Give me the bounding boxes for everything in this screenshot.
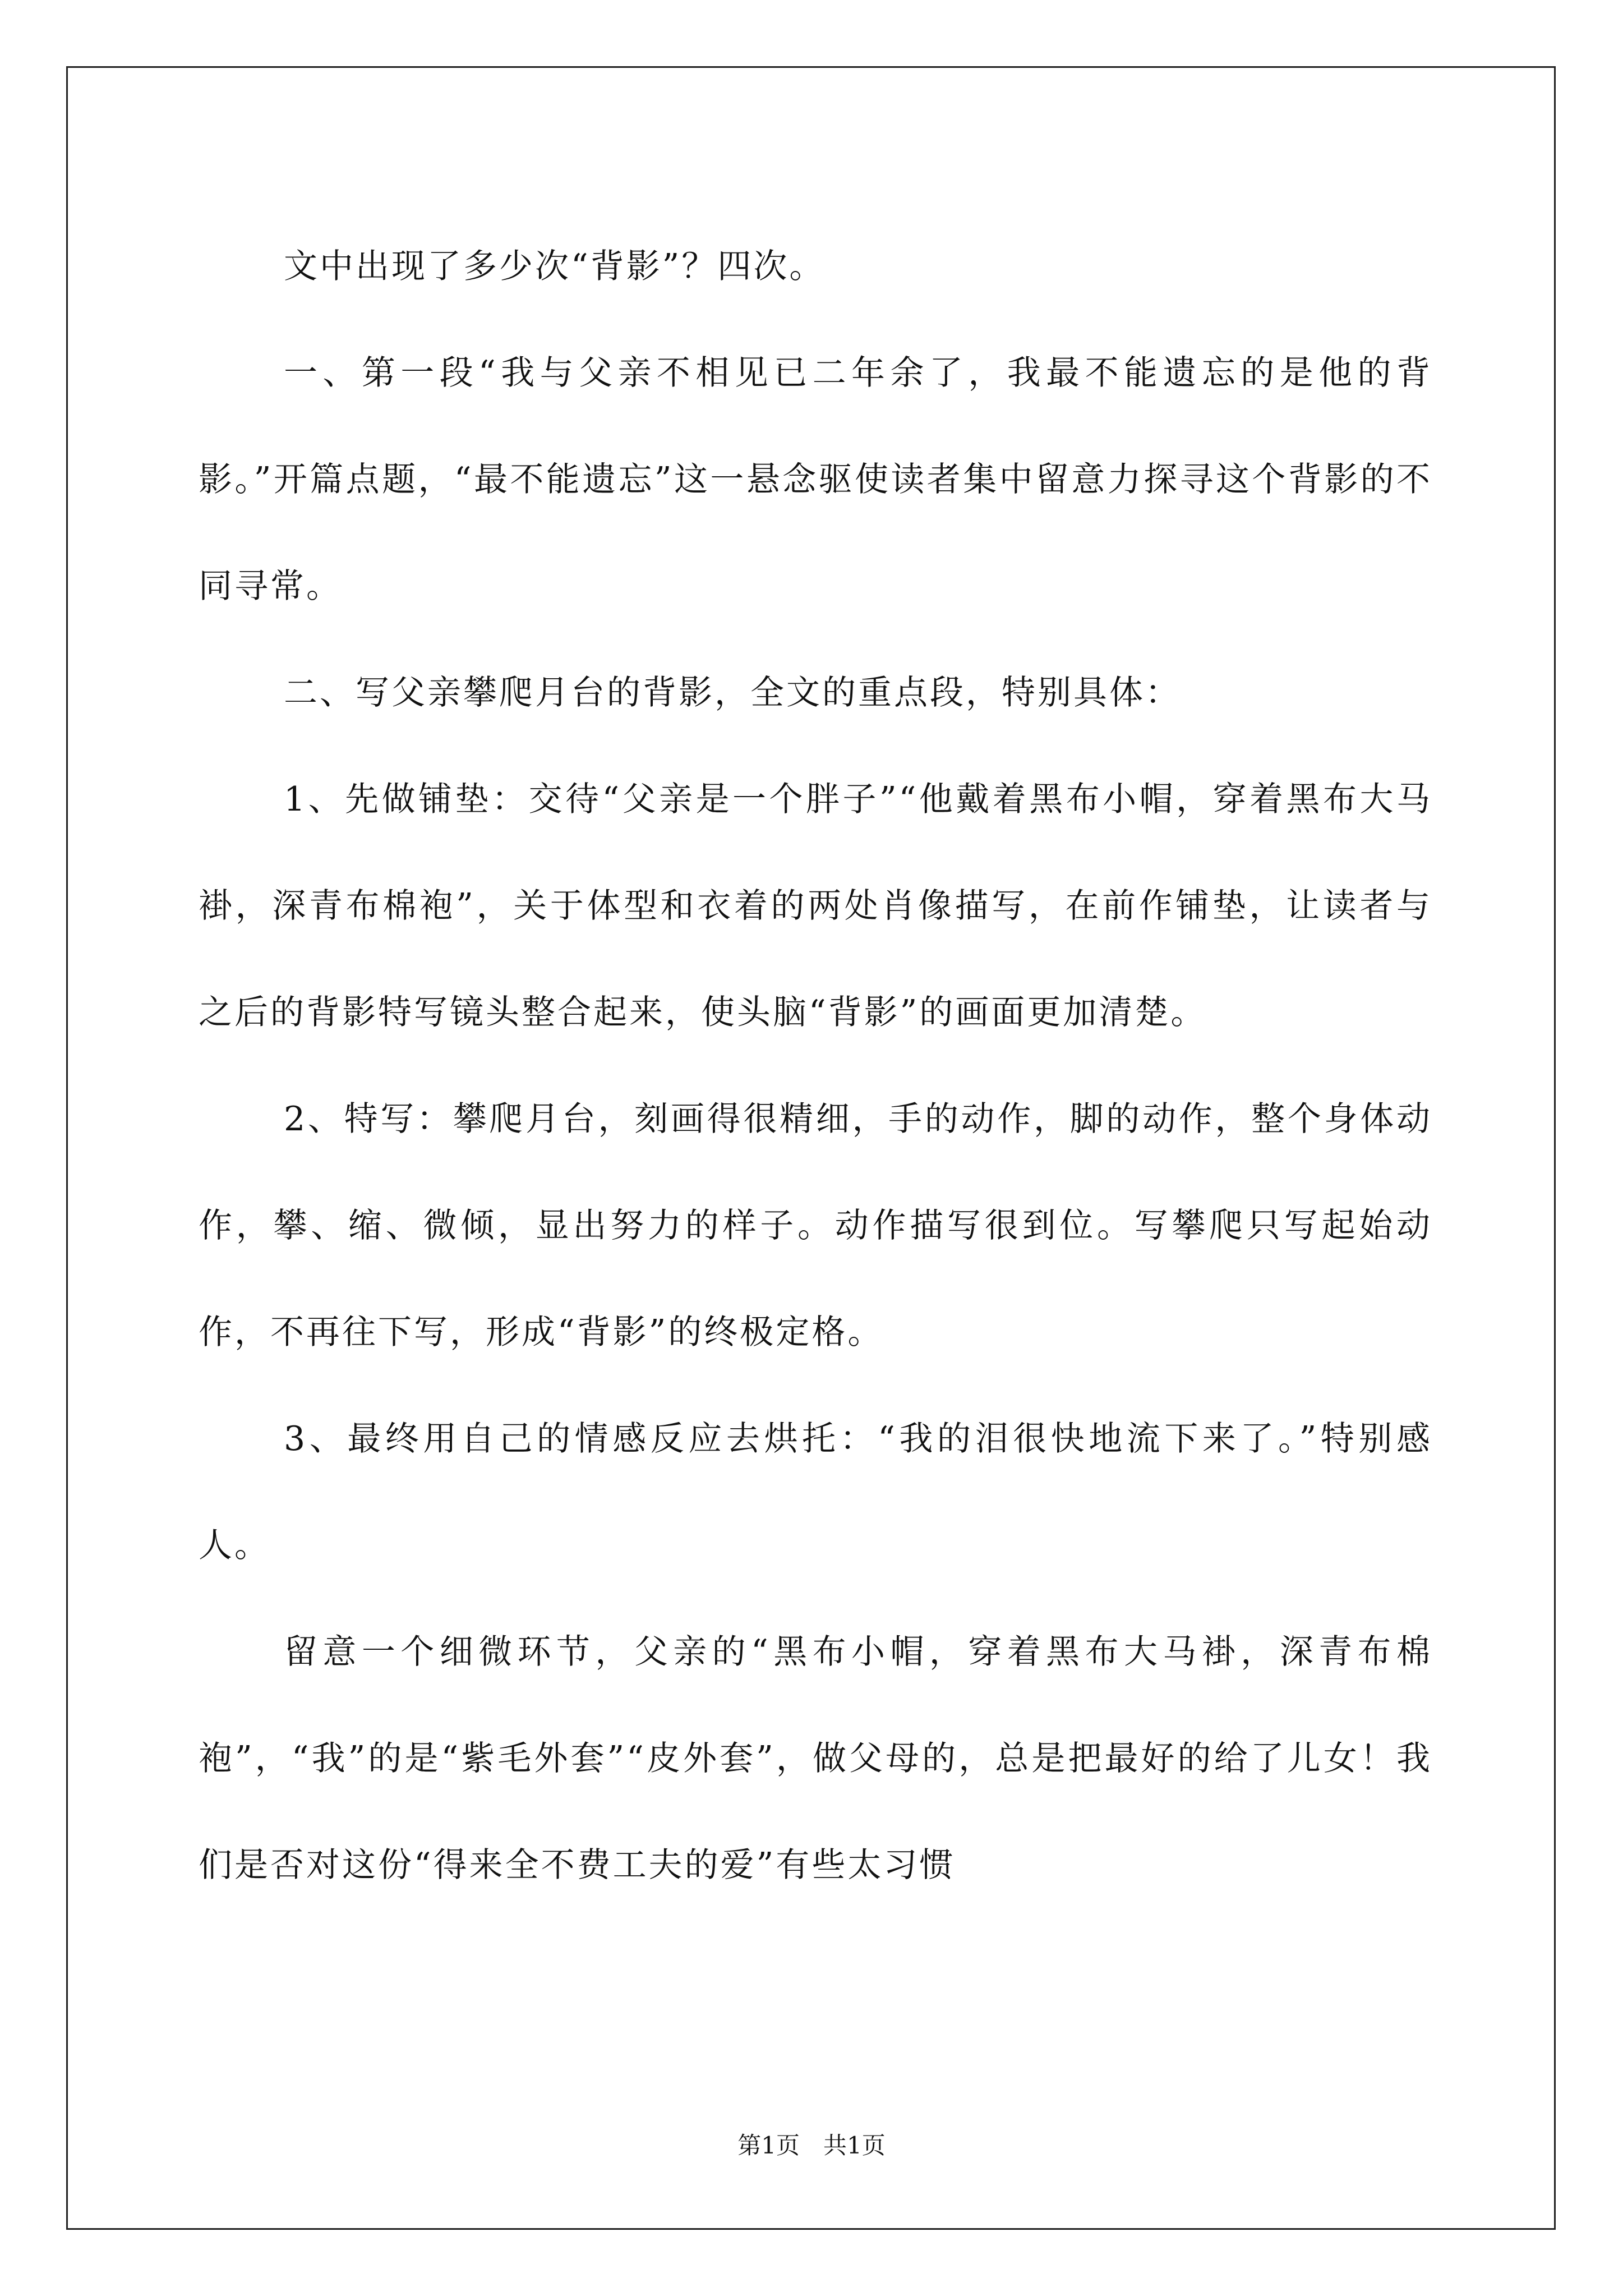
paragraph-4: 1、先做铺垫：交待“父亲是一个胖子”“他戴着黑布小帽，穿着黑布大马褂，深青布棉袍”，关于体型和衣着的两处肖像描写，在前作铺垫，让读者与之后的背影特写镜头整合起来，使头脑“背影”的画面更加清楚。 [199, 780, 1432, 1032]
document-body [199, 213, 1432, 1918]
paragraph-2: 一、第一段“我与父亲不相见已二年余了，我最不能遗忘的是他的背影。”开篇点题，“最不能遗忘”这一悬念驱使读者集中留意力探寻这个背影的不同寻常。 [199, 353, 1432, 606]
paragraph-1: 文中出现了多少次“背影”？四次。 [284, 247, 826, 286]
paragraph-7: 留意一个细微环节，父亲的“黑布小帽，穿着黑布大马褂，深青布棉袍”，“我”的是“紫毛外套”“皮外套”，做父母的，总是把最好的给了儿女！我们是否对这份“得来全不费工夫的爱”有些太习惯 [199, 1632, 1432, 1885]
paragraph-3: 二、写父亲攀爬月台的背影，全文的重点段，特别具体： [284, 673, 1181, 712]
paragraph-5: 2、特写：攀爬月台，刻画得很精细，手的动作，脚的动作，整个身体动作，攀、缩、微倾，显出努力的样子。动作描写很到位。写攀爬只写起始动作，不再往下写，形成“背影”的终极定格。 [199, 1099, 1432, 1352]
page-footer: 第1页 共1页 [737, 2132, 886, 2159]
paragraph-6: 3、最终用自己的情感反应去烘托：“我的泪很快地流下来了。”特别感人。 [199, 1419, 1432, 1565]
